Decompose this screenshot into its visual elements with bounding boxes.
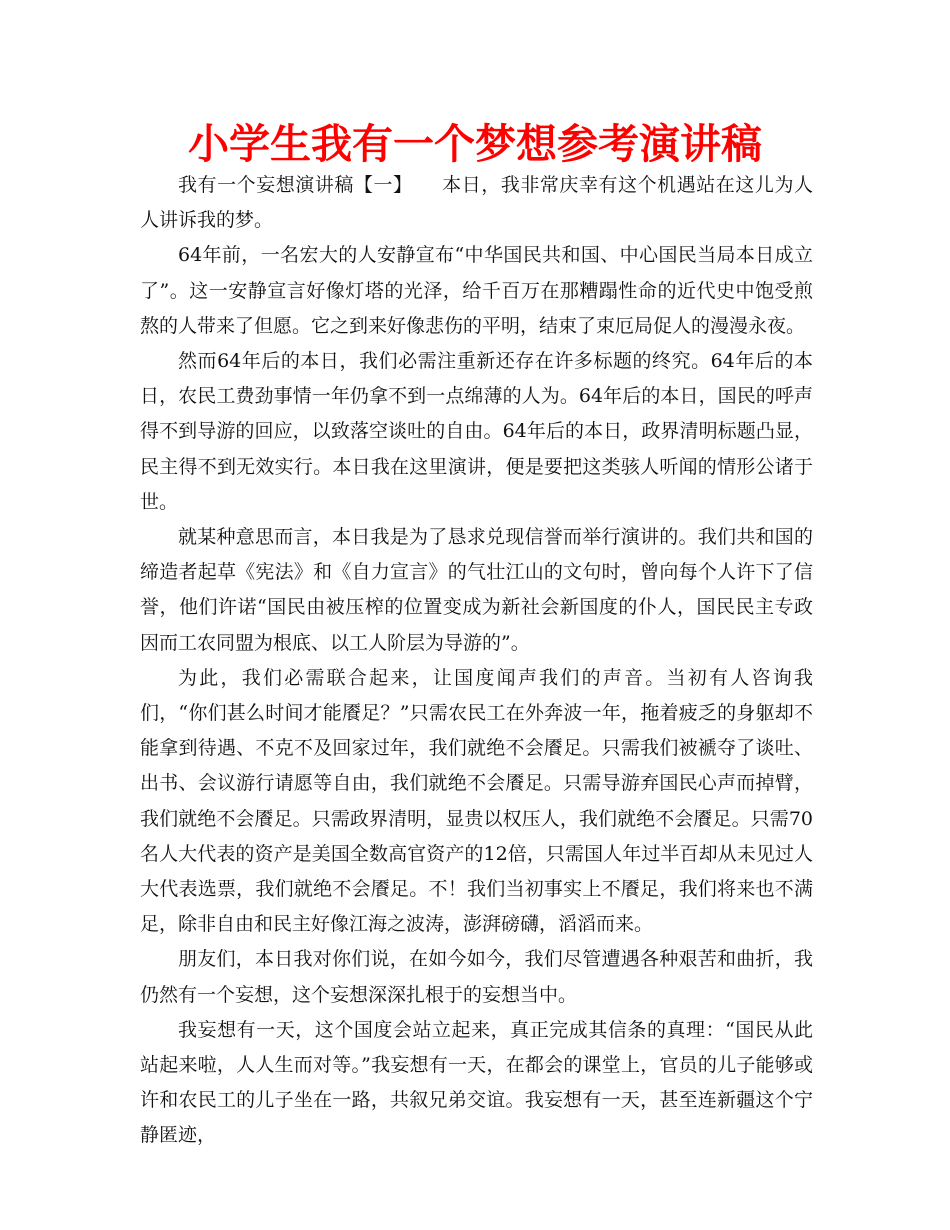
paragraph: 我妄想有一天，这个国度会站立起来，真正完成其信条的真理：“国民从此站起来啦，人人生而对等。”我妄想有一天，在都会的课堂上，官员的儿子能够或许和农民工的儿子坐在一路，共叙兄弟交谊。我妄想有一天，甚至连新疆这个宁静匿迹， — [140, 1018, 813, 1147]
paragraph: 为此，我们必需联合起来，让国度闻声我们的声音。当初有人咨询我们，“你们甚么时间才能餍足？”只需农民工在外奔波一年，拖着疲乏的身躯却不能拿到待遇、不克不及回家过年，我们就绝不会餍足。只需我们被褫夺了谈吐、出书、会议游行请愿等自由，我们就绝不会餍足。只需导游弃国民心声而掉臂，我们就绝不会餍足。只需政界清明，显贵以权压人，我们就绝不会餍足。只需70名人大代表的资产是美国全数高官资产的12倍，只需国人年过半百却从未见过人大代表选票，我们就绝不会餍足。不！我们当初事实上不餍足，我们将来也不满足，除非自由和民主好像江海之波涛，澎湃磅礴，滔滔而来。 — [140, 666, 813, 936]
paragraph: 就某种意思而言，本日我是为了恳求兑现信誉而举行演讲的。我们共和国的缔造者起草《宪法》和《自力宣言》的气壮江山的文句时，曾向每个人许下了信誉，他们许诺“国民由被压榨的位置变成为新社会新国度的仆人，国民民主专政因而工农同盟为根底、以工人阶层为导游的”。 — [140, 526, 813, 654]
paragraph: 朋友们，本日我对你们说，在如今如今，我们尽管遭遇各种艰苦和曲折，我仍然有一个妄想，这个妄想深深扎根于的妄想当中。 — [140, 948, 813, 1006]
document-body — [140, 168, 813, 1154]
page-title: 小学生我有一个梦想参考演讲稿 — [188, 120, 762, 168]
paragraph: 64年前，一名宏大的人安静宣布“中华国民共和国、中心国民当局本日成立了”。这一安静宣言好像灯塔的光泽，给千百万在那糟蹋性命的近代史中饱受煎熬的人带来了但愿。它之到来好像悲伤的平明，结束了束厄局促人的漫漫永夜。 — [140, 244, 813, 337]
paragraph: 然而64年后的本日，我们必需注重新还存在许多标题的终究。64年后的本日，农民工费劲事情一年仍拿不到一点绵薄的人为。64年后的本日，国民的呼声得不到导游的回应，以致落空谈吐的自由。64年后的本日，政界清明标题凸显，民主得不到无效实行。本日我在这里演讲，便是要把这类骇人听闻的情形公诸于世。 — [140, 350, 813, 513]
paragraph: 我有一个妄想演讲稿【一】 本日，我非常庆幸有这个机遇站在这儿为人人讲诉我的梦。 — [140, 174, 813, 232]
